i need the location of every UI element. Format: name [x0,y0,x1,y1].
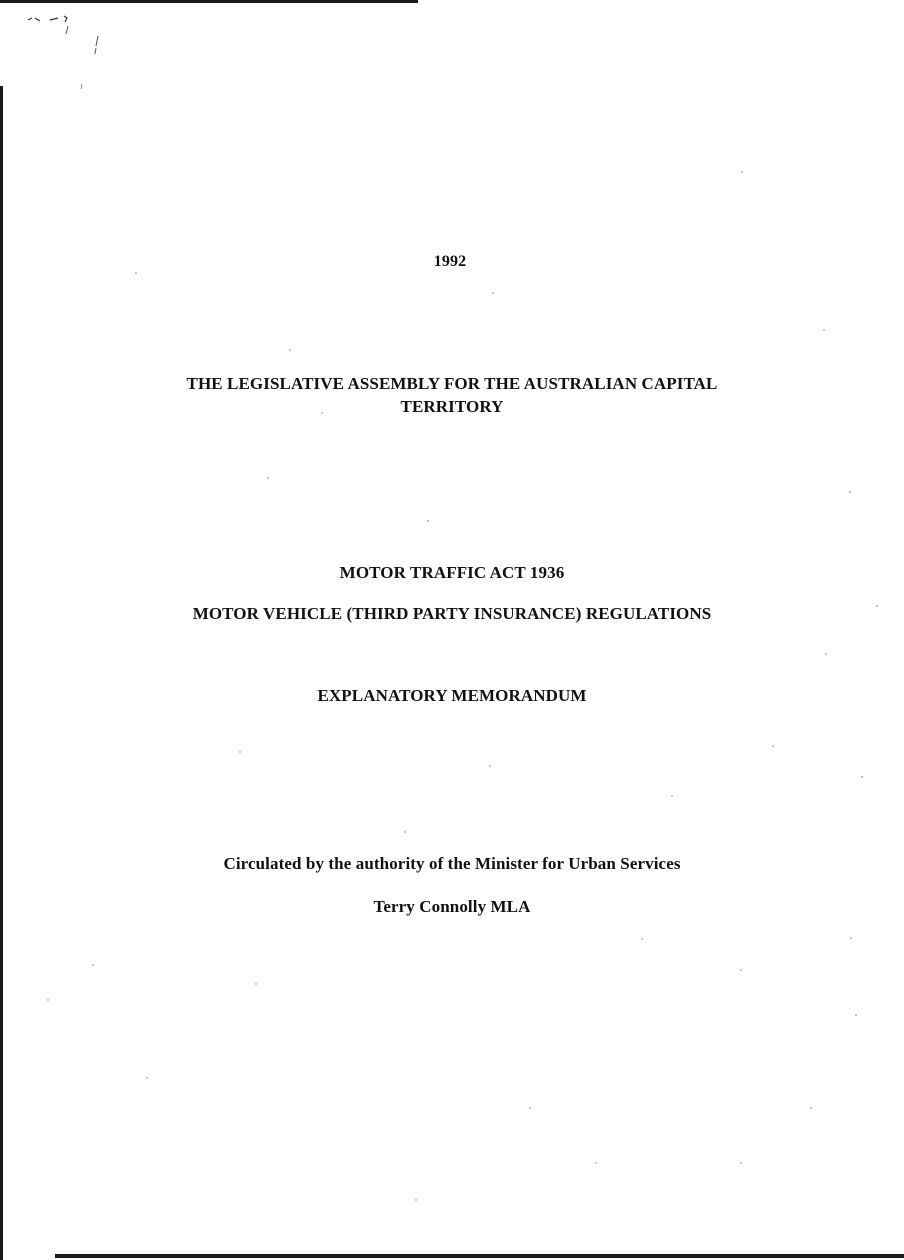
circulation-statement: Circulated by the authority of the Minister for Urban Services [223,854,681,873]
assembly-heading-line-2: TERRITORY [400,397,504,416]
document-year: 1992 [433,253,467,270]
assembly-heading-line-1: THE LEGISLATIVE ASSEMBLY FOR THE AUSTRALIAN CAPITAL [186,374,718,393]
minister-name: Terry Connolly MLA [373,897,531,916]
regulations-title: MOTOR VEHICLE (THIRD PARTY INSURANCE) REGULATIONS [192,604,712,623]
scan-edge-top [0,0,418,3]
act-title: MOTOR TRAFFIC ACT 1936 [339,563,565,582]
scan-edge-bottom [55,1254,904,1258]
handwritten-mark [20,12,120,102]
memorandum-title: EXPLANATORY MEMORANDUM [317,686,587,705]
